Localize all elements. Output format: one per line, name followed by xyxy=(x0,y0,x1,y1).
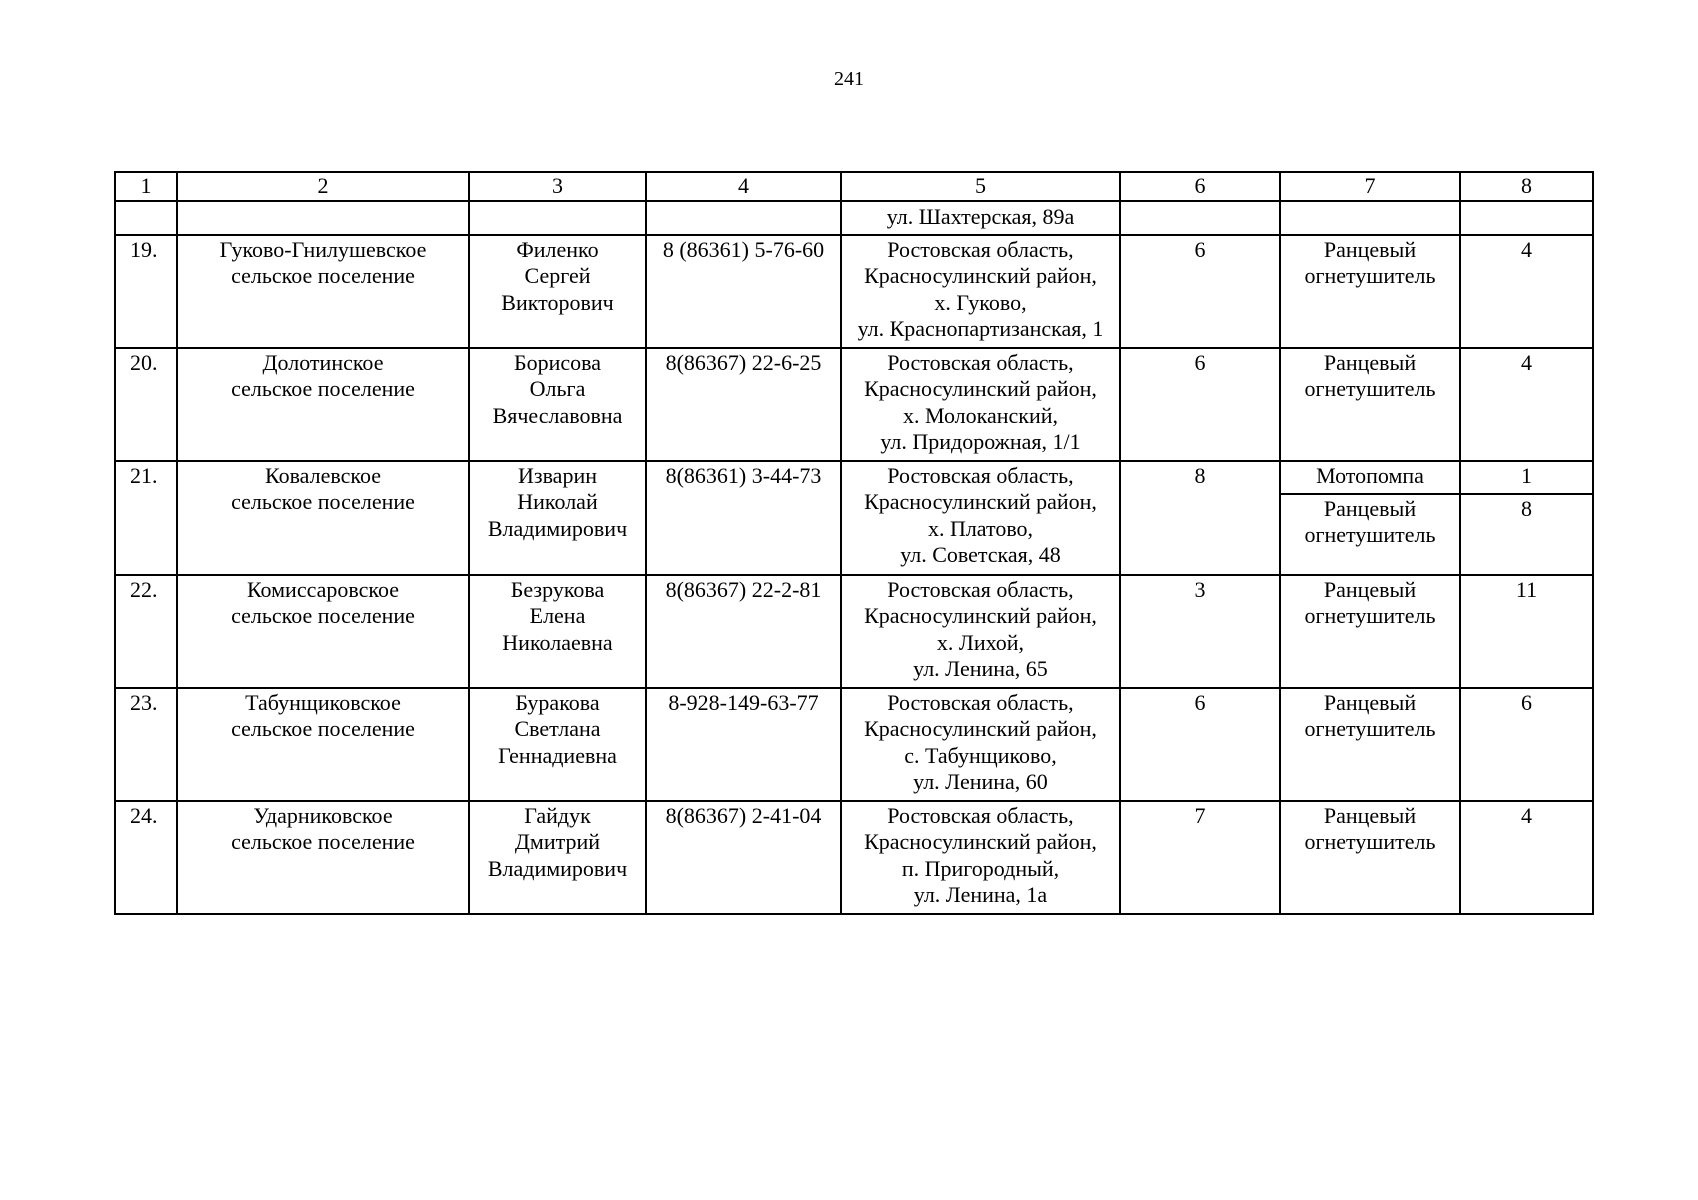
empty-cell xyxy=(469,201,646,235)
phone-cell: 8(86367) 22-6-25 xyxy=(646,348,841,461)
address-cell: Ростовская область, Красносулинский район, х. Лихой, ул. Ленина, 65 xyxy=(841,575,1120,688)
row-number: 20. xyxy=(115,348,177,461)
phone-cell: 8(86367) 2-41-04 xyxy=(646,801,841,914)
table-row xyxy=(115,575,1593,688)
settlement-cell: Ударниковское сельское поселение xyxy=(177,801,469,914)
column-6-cell: 6 xyxy=(1120,235,1280,348)
continuation-row xyxy=(115,201,1593,235)
equipment-cell: Ранцевый огнетушитель xyxy=(1280,688,1460,801)
address-cell: Ростовская область, Красносулинский район, п. Пригородный, ул. Ленина, 1а xyxy=(841,801,1120,914)
quantity-cell: 8 xyxy=(1460,494,1593,575)
table-row xyxy=(115,235,1593,348)
empty-cell xyxy=(177,201,469,235)
phone-cell: 8-928-149-63-77 xyxy=(646,688,841,801)
settlement-cell: Гуково-Гнилушевское сельское поселение xyxy=(177,235,469,348)
empty-cell xyxy=(646,201,841,235)
empty-cell xyxy=(1460,201,1593,235)
phone-cell: 8(86361) 3-44-73 xyxy=(646,461,841,575)
empty-cell xyxy=(1280,201,1460,235)
settlement-cell: Долотинское сельское поселение xyxy=(177,348,469,461)
address-cell: Ростовская область, Красносулинский район, с. Табунщиково, ул. Ленина, 60 xyxy=(841,688,1120,801)
column-number-6: 6 xyxy=(1120,172,1280,201)
settlement-cell: Ковалевское сельское поселение xyxy=(177,461,469,575)
person-cell: Изварин Николай Владимирович xyxy=(469,461,646,575)
column-6-cell: 6 xyxy=(1120,348,1280,461)
quantity-cell: 6 xyxy=(1460,688,1593,801)
column-6-cell: 3 xyxy=(1120,575,1280,688)
column-number-4: 4 xyxy=(646,172,841,201)
quantity-cell: 4 xyxy=(1460,801,1593,914)
phone-cell: 8 (86361) 5-76-60 xyxy=(646,235,841,348)
equipment-cell: Ранцевый огнетушитель xyxy=(1280,801,1460,914)
person-cell: Филенко Сергей Викторович xyxy=(469,235,646,348)
equipment-cell: Ранцевый огнетушитель xyxy=(1280,494,1460,575)
address-cell: Ростовская область, Красносулинский район, х. Молоканский, ул. Придорожная, 1/1 xyxy=(841,348,1120,461)
equipment-cell: Ранцевый огнетушитель xyxy=(1280,348,1460,461)
person-cell: Гайдук Дмитрий Владимирович xyxy=(469,801,646,914)
column-number-3: 3 xyxy=(469,172,646,201)
table-row xyxy=(115,461,1593,494)
table-row xyxy=(115,801,1593,914)
person-cell: Борисова Ольга Вячеславовна xyxy=(469,348,646,461)
quantity-cell: 4 xyxy=(1460,235,1593,348)
empty-cell xyxy=(1120,201,1280,235)
address-cell: Ростовская область, Красносулинский район, х. Платово, ул. Советская, 48 xyxy=(841,461,1120,575)
equipment-cell: Мотопомпа xyxy=(1280,461,1460,494)
settlement-cell: Комиссаровское сельское поселение xyxy=(177,575,469,688)
settlements-table xyxy=(114,171,1594,915)
column-number-8: 8 xyxy=(1460,172,1593,201)
table-row xyxy=(115,348,1593,461)
row-number: 21. xyxy=(115,461,177,575)
column-number-7: 7 xyxy=(1280,172,1460,201)
page-number: 241 xyxy=(834,68,864,90)
quantity-cell: 1 xyxy=(1460,461,1593,494)
row-number: 23. xyxy=(115,688,177,801)
person-cell: Безрукова Елена Николаевна xyxy=(469,575,646,688)
quantity-cell: 11 xyxy=(1460,575,1593,688)
row-number: 22. xyxy=(115,575,177,688)
row-number: 24. xyxy=(115,801,177,914)
column-number-row xyxy=(115,172,1593,201)
column-number-5: 5 xyxy=(841,172,1120,201)
table-row xyxy=(115,688,1593,801)
column-number-2: 2 xyxy=(177,172,469,201)
column-6-cell: 8 xyxy=(1120,461,1280,575)
phone-cell: 8(86367) 22-2-81 xyxy=(646,575,841,688)
address-cell: Ростовская область, Красносулинский район, х. Гуково, ул. Краснопартизанская, 1 xyxy=(841,235,1120,348)
quantity-cell: 4 xyxy=(1460,348,1593,461)
column-number-1: 1 xyxy=(115,172,177,201)
equipment-cell: Ранцевый огнетушитель xyxy=(1280,575,1460,688)
equipment-cell: Ранцевый огнетушитель xyxy=(1280,235,1460,348)
address-cell: ул. Шахтерская, 89а xyxy=(841,201,1120,235)
settlement-cell: Табунщиковское сельское поселение xyxy=(177,688,469,801)
empty-cell xyxy=(115,201,177,235)
person-cell: Буракова Светлана Геннадиевна xyxy=(469,688,646,801)
column-6-cell: 6 xyxy=(1120,688,1280,801)
row-number: 19. xyxy=(115,235,177,348)
column-6-cell: 7 xyxy=(1120,801,1280,914)
